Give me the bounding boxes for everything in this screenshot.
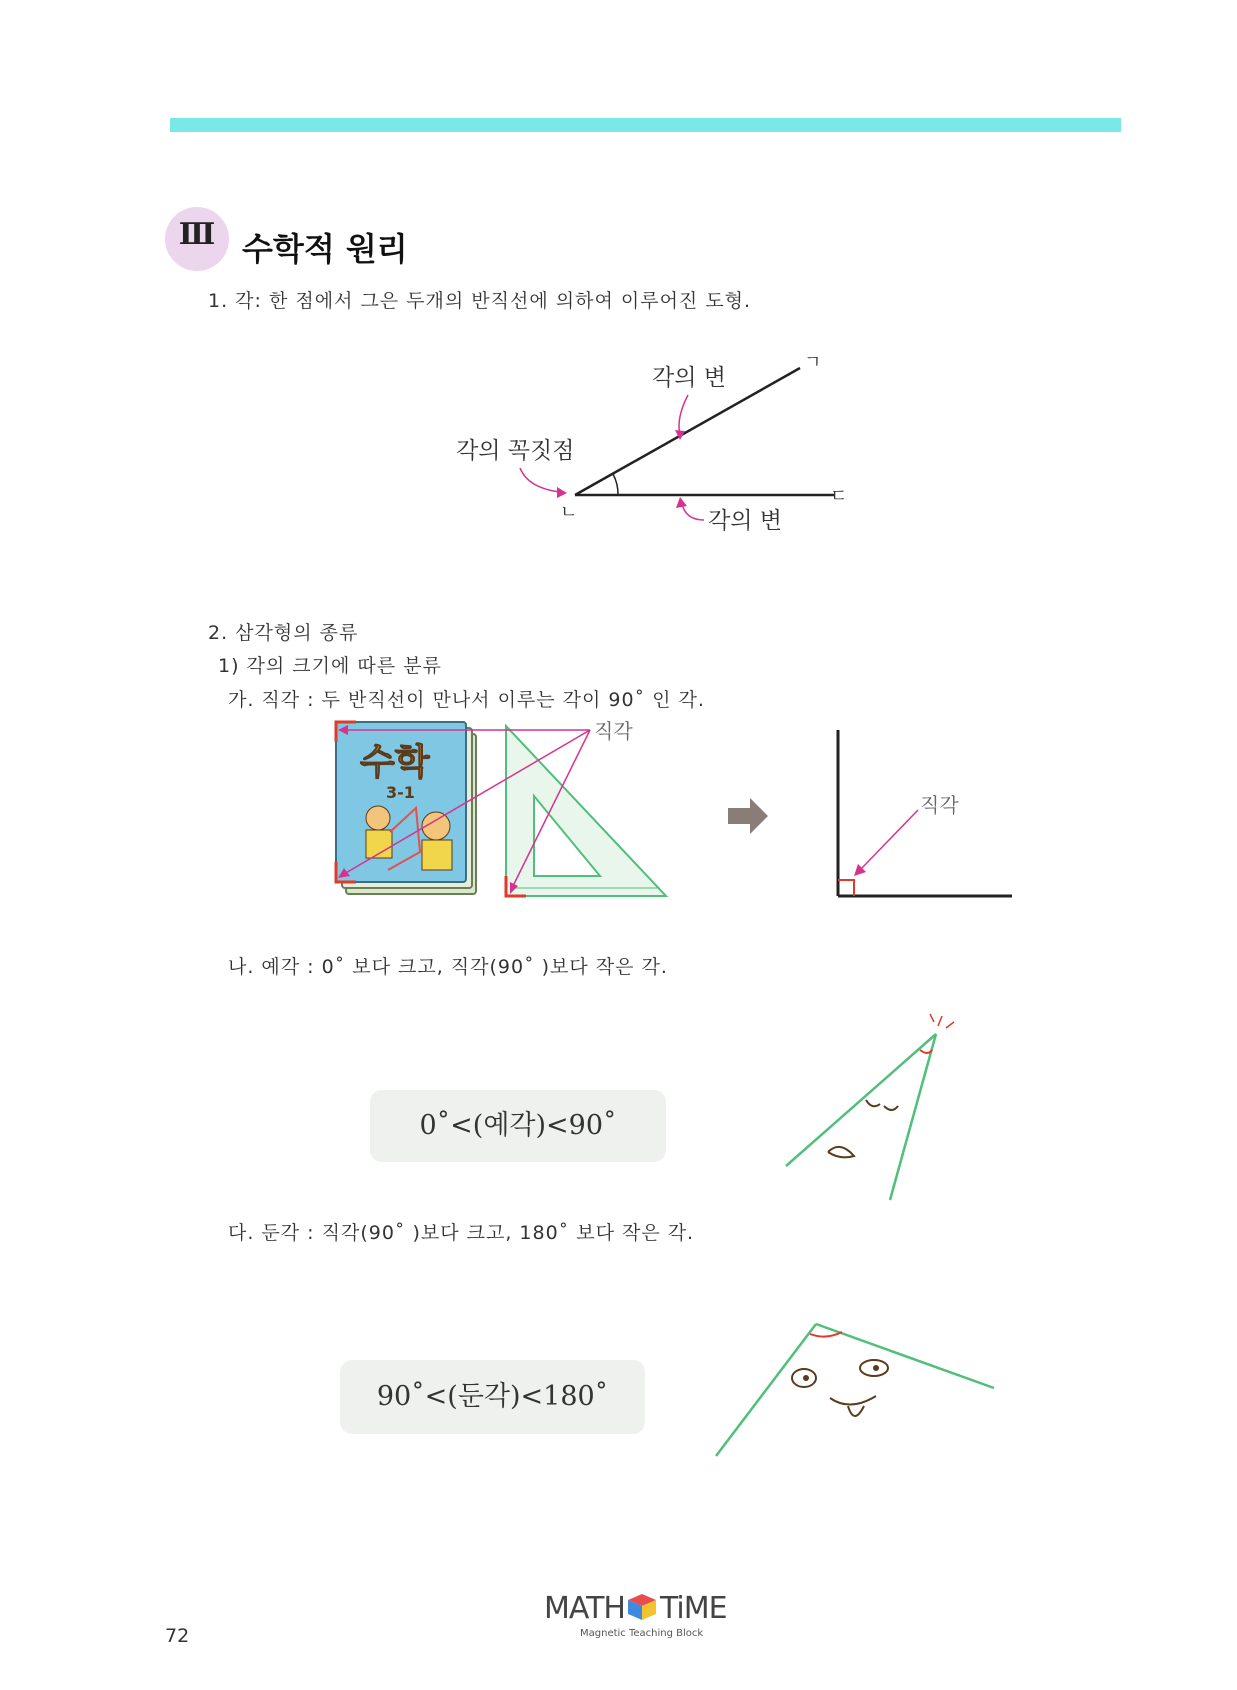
top-accent-bar xyxy=(170,118,1121,132)
mathtime-logo xyxy=(542,1588,742,1643)
arrow-right-icon xyxy=(728,798,768,834)
side-label-bottom: 각의 변 xyxy=(708,508,782,534)
section-number-badge: Ⅲ xyxy=(165,207,229,271)
acute-angle-face-illustration xyxy=(780,1010,970,1210)
logo-text-left: MATH xyxy=(544,1591,625,1626)
obtuse-angle-face-illustration xyxy=(700,1310,1010,1470)
right-angle-text: 가. 직각 : 두 반직선이 만나서 이루는 각이 90˚ 인 각. xyxy=(228,689,705,711)
right-angle-diagram xyxy=(838,730,1012,896)
callout-arrow-bottom xyxy=(682,504,704,520)
section-title: 수학적 원리 xyxy=(242,230,408,268)
logo-tagline: Magnetic Teaching Block xyxy=(580,1628,704,1639)
callout-arrow-top xyxy=(679,395,688,435)
angle-definition: 1. 각: 한 점에서 그은 두개의 반직선에 의하여 이루어진 도형. xyxy=(208,290,752,312)
set-square-illustration xyxy=(506,726,666,896)
book-title: 수학 xyxy=(360,742,430,783)
triangle-types-heading: 2. 삼각형의 종류 xyxy=(208,622,359,644)
math-book-illustration xyxy=(336,722,476,894)
acute-angle-formula: 0˚<(예각)<90˚ xyxy=(370,1090,666,1162)
angle-diagram xyxy=(420,340,880,550)
book-subtitle: 3-1 xyxy=(386,783,415,802)
point-label-vertex: ㄴ xyxy=(560,502,578,523)
right-angle-illustration xyxy=(330,712,1030,912)
angle-arc xyxy=(613,474,618,495)
point-label-right: ㄷ xyxy=(830,486,848,507)
obtuse-angle-text: 다. 둔각 : 직각(90˚ )보다 크고, 180˚ 보다 작은 각. xyxy=(228,1222,695,1244)
vertex-label: 각의 꼭짓점 xyxy=(456,438,575,464)
callout-label-book: 직각 xyxy=(594,719,633,743)
cube-icon xyxy=(628,1594,656,1620)
acute-angle-text: 나. 예각 : 0˚ 보다 크고, 직각(90˚ )보다 작은 각. xyxy=(228,956,668,978)
classification-subheading: 1) 각의 크기에 따른 분류 xyxy=(218,655,442,677)
point-label-top: ㄱ xyxy=(804,352,822,373)
callout-label-diagram: 직각 xyxy=(920,793,959,817)
obtuse-angle-formula: 90˚<(둔각)<180˚ xyxy=(340,1360,645,1434)
side-label-top: 각의 변 xyxy=(652,365,726,391)
logo-text-right: TiME xyxy=(660,1591,727,1626)
callout-arrow-vertex xyxy=(520,468,560,492)
page-number: 72 xyxy=(165,1625,190,1647)
